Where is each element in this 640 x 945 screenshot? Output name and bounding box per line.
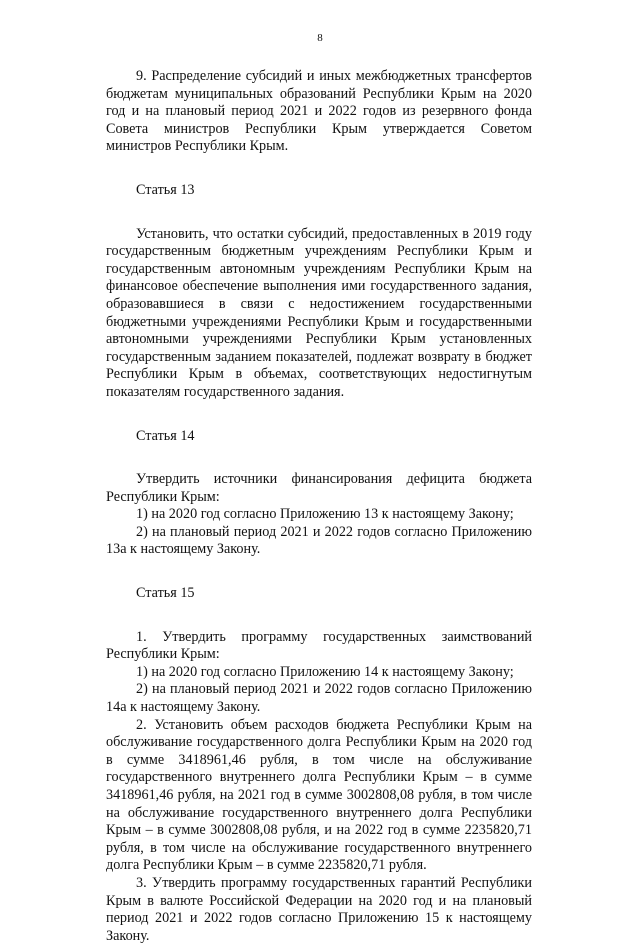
article-14-item-2: 2) на плановый период 2021 и 2022 годов согласно Приложению 13а к настоящему Закону. (106, 523, 532, 558)
article-15-heading: Статья 15 (136, 585, 195, 602)
article-15-point-1-item-1: 1) на 2020 год согласно Приложению 14 к настоящему Закону; (136, 663, 514, 680)
article-14-item-1: 1) на 2020 год согласно Приложению 13 к настоящему Закону; (136, 506, 514, 523)
article-14-intro: Утвердить источники финансирования дефицита бюджета Республики Крым: (106, 471, 532, 505)
article-15-point-1-item-2: 2) на плановый период 2021 и 2022 годов согласно Приложению 14а к настоящему Закону. (106, 681, 532, 716)
document-body (106, 68, 532, 945)
page-number: 8 (317, 32, 323, 44)
article-15-point-2: 2. Установить объем расходов бюджета Республики Крым на обслуживание государственного долга Республики Крым на 2020 год в сумме 3418961,46 рубля, в том числе на обслуживание государственного внутреннего долга Республики Крым – в сумме 3418961,46 рубля, на 2021 год в сумме 3002808,08 рубля, в том числе на обслуживание государственного внутреннего долга Республики Крым – в сумме 3002808,08 рубля, и на 2022 год в сумме 2235820,71 рубля, в том числе на обслуживание государственного внутреннего долга Республики Крым – в сумме 2235820,71 рубля. (106, 716, 532, 874)
article-15-point-1: 1. Утвердить программу государственных заимствований Республики Крым: (106, 628, 532, 663)
paragraph-9-subsidies: 9. Распределение субсидий и иных межбюджетных трансфертов бюджетам муниципальных образований Республики Крым на 2020 год и на плановый период 2021 и 2022 годов из резервного фонда Совета министров Республики Крым утверждается Советом министров Республики Крым. (106, 68, 532, 155)
article-14-heading: Статья 14 (136, 427, 195, 444)
article-13-paragraph: Установить, что остатки субсидий, предоставленных в 2019 году государственным бюджетным учреждениям Республики Крым и государственным автономным учреждениям Республики Крым на финансовое обеспечение выполнения ими государственного задания, образовавшиеся в связи с недостижением государственными бюджетными учреждениями Республики Крым и государственными автономными учреждениями Республики Крым установленных государственным заданием показателей, подлежат возврату в бюджет Республики Крым в объемах, соответствующих недостигнутым показателям государственного задания. (106, 225, 532, 400)
article-15-point-3: 3. Утвердить программу государственных гарантий Республики Крым в валюте Российской Федерации на 2020 год и на плановый период 2021 и 2022 годов согласно Приложению 15 к настоящему Закону. (106, 874, 532, 944)
article-13-heading: Статья 13 (136, 181, 195, 198)
